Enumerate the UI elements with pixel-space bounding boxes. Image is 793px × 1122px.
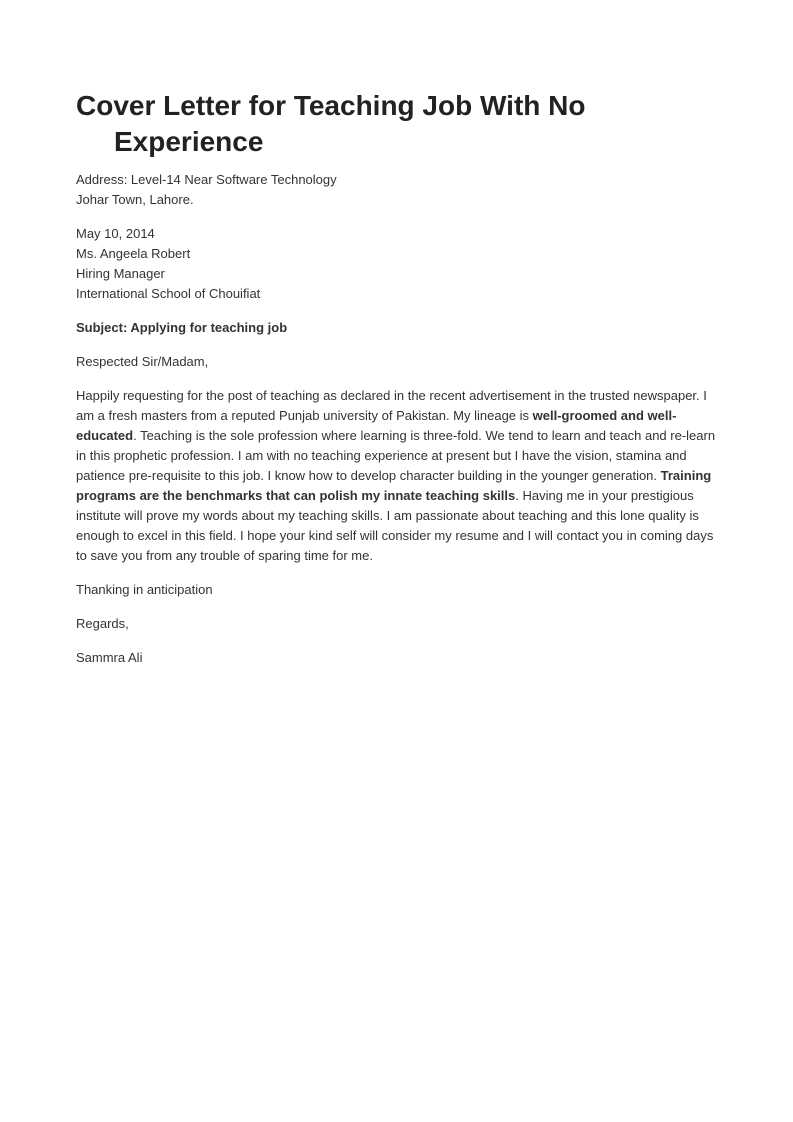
closing bbox=[76, 580, 716, 600]
signature-name: Sammra Ali bbox=[76, 650, 143, 665]
closing-text: Thanking in anticipation bbox=[76, 582, 213, 597]
regards-text: Regards, bbox=[76, 616, 129, 631]
address-line-1: Address: Level-14 Near Software Technology bbox=[76, 172, 337, 187]
sender-address bbox=[76, 170, 716, 210]
letter-body bbox=[76, 386, 716, 566]
recipient-role: Hiring Manager bbox=[76, 266, 165, 281]
recipient-organization: International School of Chouifiat bbox=[76, 286, 261, 301]
recipient-name: Ms. Angeela Robert bbox=[76, 246, 191, 261]
body-bold-1: well-groomed and well-educated bbox=[76, 408, 677, 443]
address-line-2: Johar Town, Lahore. bbox=[76, 192, 194, 207]
recipient-block bbox=[76, 224, 716, 304]
body-part-1: Happily requesting for the post of teaching as declared in the recent advertisement in the trusted newspaper. I am a fresh masters from a reputed Punjab university of Pakistan. My lineage is bbox=[76, 388, 707, 423]
title-line-1: Cover Letter for Teaching Job With No bbox=[76, 90, 586, 121]
signature bbox=[76, 648, 716, 668]
title-line-2: Experience bbox=[114, 126, 264, 157]
body-bold-2: Training programs are the benchmarks that can polish my innate teaching skills bbox=[76, 468, 712, 503]
salutation-text: Respected Sir/Madam, bbox=[76, 354, 209, 369]
subject-text: Subject: Applying for teaching job bbox=[76, 320, 288, 335]
salutation bbox=[76, 352, 716, 372]
regards bbox=[76, 614, 716, 634]
body-part-3: . Having me in your prestigious institute will prove my words about my teaching skills. I am passionate about teaching and this lone quality is enough to excel in this field. I hope your kind self will consider my resume and I will contact you in coming days to save you from any trouble of sparing time for me. bbox=[76, 488, 714, 563]
letter-date: May 10, 2014 bbox=[76, 226, 155, 241]
page-title bbox=[76, 88, 716, 160]
body-part-2: . Teaching is the sole profession where learning is three-fold. We tend to learn and teach and re-learn in this prophetic profession. I am with no teaching experience at present but I have the vision, stamina and patience pre-requisite to this job. I know how to develop character building in the younger generation. bbox=[76, 428, 716, 483]
letter-page bbox=[76, 88, 716, 668]
subject-line bbox=[76, 318, 716, 338]
